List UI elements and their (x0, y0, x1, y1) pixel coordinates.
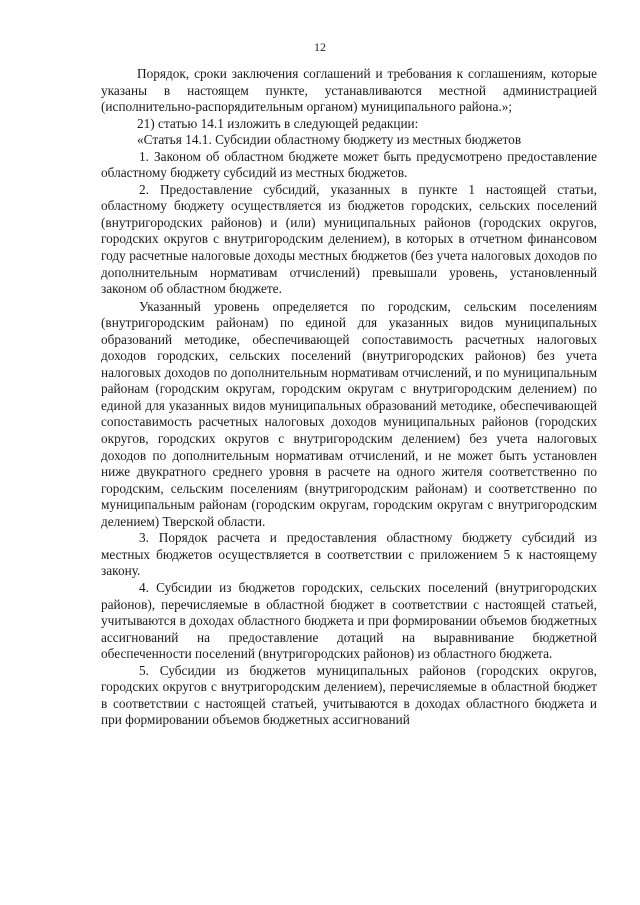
paragraph-level-definition: Указанный уровень определяется по городским, сельским поселениям (внутригородским районам) по единой для указанных видов муниципальных образований методике, обеспечивающей сопоставимость расчетных налоговых доходов городских, сельских поселений (внутригородских районов) без учета налоговых доходов по дополнительным нормативам отчислений, и по муниципальным районам (городским округам, городским округам с внутригородским делением) по единой для указанных видов муниципальных образований методике, обеспечивающей сопоставимость расчетных налоговых доходов муниципальных районов (городских округов, городских округов с внутригородским делением) без учета налоговых доходов по дополнительным нормативам отчислений, и не может быть установлен ниже двукратного среднего уровня в расчете на одного жителя соответственно по городским, сельским поселениям (внутригородским районам) и соответственно по муниципальным районам (городским округам, городским округам с внутригородским делением) Тверской области. (101, 298, 597, 529)
paragraph-item-2: 2. Предоставление субсидий, указанных в пункте 1 настоящей статьи, областному бюджету осуществляется из бюджетов городских, сельских поселений (внутригородских районов) и (или) муниципальных районов (городских округов, городских округов с внутригородским делением), в которых в отчетном финансовом году расчетные налоговые доходы местных бюджетов (без учета налоговых доходов по дополнительным нормативам отчислений) превышали уровень, установленный законом об областном бюджете. (101, 181, 597, 297)
paragraph-item-1: 1. Законом об областном бюджете может быть предусмотрено предоставление областному бюджету субсидий из местных бюджетов. (101, 148, 597, 181)
paragraph-item-3: 3. Порядок расчета и предоставления областному бюджету субсидий из местных бюджетов осуществляется в соответствии с приложением 5 к настоящему закону. (101, 530, 597, 579)
paragraph-amendment-21: 21) статью 14.1 изложить в следующей редакции: (137, 115, 419, 131)
paragraph-agreements-procedure: Порядок, сроки заключения соглашений и требования к соглашениям, которые указаны в настоящем пункте, устанавливаются местной администрацией (исполнительно-распорядительным органом) муниципального района.»; (101, 66, 597, 115)
article-14-1-heading: «Статья 14.1. Субсидии областному бюджету из местных бюджетов (137, 132, 522, 148)
paragraph-item-5: 5. Субсидии из бюджетов муниципальных районов (городских округов, городских округов с внутригородским делением), перечисляемые в областной бюджет в соответствии с настоящей статьей, учитываются в доходах областного бюджета и при формировании объемов бюджетных ассигнований (101, 662, 597, 728)
document-body (101, 66, 597, 729)
paragraph-item-4: 4. Субсидии из бюджетов городских, сельских поселений (внутригородских районов), перечисляемые в областной бюджет в соответствии с настоящей статьей, учитываются в доходах областного бюджета и при формировании объемов бюджетных ассигнований на предоставление дотаций на выравнивание бюджетной обеспеченности поселений (внутригородских районов) из областного бюджета. (101, 579, 597, 662)
page-number: 12 (314, 40, 326, 54)
